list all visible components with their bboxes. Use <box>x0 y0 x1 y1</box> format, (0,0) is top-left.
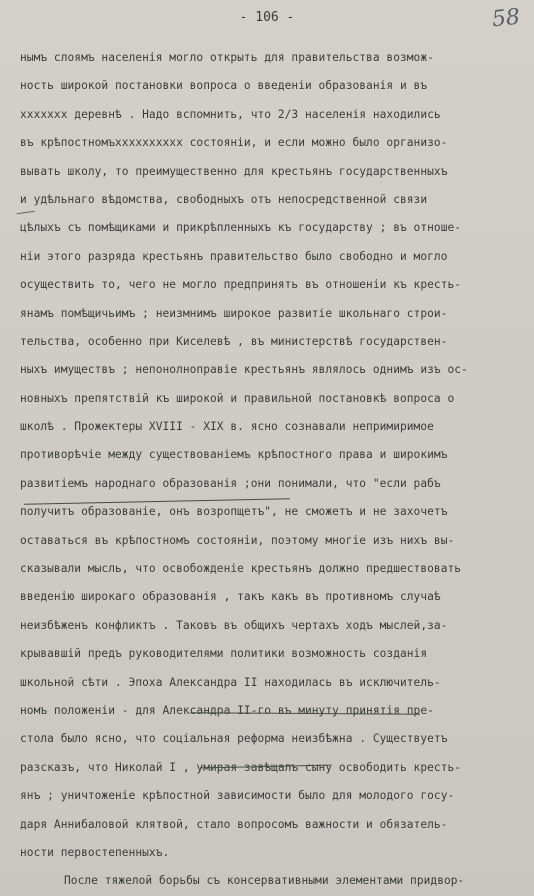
text-line: неизбѣженъ конфликтъ . Таковъ въ общихъ чертахъ ходъ мыслей,за- <box>20 618 448 632</box>
text-line: нымъ слоямъ населенія могло открыть для правительства возмож- <box>20 51 434 64</box>
text-line: вывать школу, то преимущественно для крестьянъ государственныхъ <box>20 164 448 178</box>
text-line: ности первостепенныхъ. <box>20 845 170 859</box>
text-line: ность широкой постановки вопроса о введеніи образованія и въ <box>20 79 428 93</box>
body-text <box>20 44 520 896</box>
text-line: осуществить то, чего не могло предпринять въ отношеніи къ кресть- <box>20 278 462 292</box>
text-line: школьной сѣти . Эпоха Александра II находилась въ исключитель- <box>20 675 441 689</box>
text-line: тельства, особенно при Киселевѣ , въ министерствѣ государствен- <box>20 334 448 348</box>
text-line: номъ положеніи - для Александра II-го въ минуту принятія пре- <box>20 703 434 717</box>
text-line: получитъ образованіе, онъ возропщетъ", не сможетъ и не захочетъ <box>20 505 448 519</box>
text-line: янамъ помѣщичьимъ ; неизмнимъ широкое развитіе школьнаго строи- <box>20 306 448 320</box>
text-line: После тяжелой борьбы съ консервативными элементами придвор- <box>64 874 465 888</box>
text-line: развитіемъ народнаго образованія ;они понимали, что "если рабъ <box>20 476 441 490</box>
text-line: разсказъ, что Николай I , умирая завѣщалъ сыну освободить кресть- <box>20 760 462 774</box>
text-line: оставаться въ крѣпостномъ состояніи, поэтому многіе изъ нихъ вы- <box>20 533 455 547</box>
text-line: введенію широкаго образованія , такъ какъ въ противномъ случаѣ <box>20 590 441 604</box>
page-number: - 106 - <box>239 10 295 25</box>
text-line: янъ ; уничтоженіе крѣпостной зависимости было для молодого госу- <box>20 789 455 803</box>
text-line: ныхъ имуществъ ; непонолноправіе крестьянъ являлось однимъ изъ ос- <box>20 363 468 377</box>
text-line: стола было ясно, что соціальная реформа неизбѣжна . Существуетъ <box>20 732 448 746</box>
text-line: даря Аннибаловой клятвой, стало вопросомъ важности и обязатель- <box>20 817 448 831</box>
text-line: цѣлыхъ съ помѣщиками и прикрѣпленныхъ къ государству ; въ отноше- <box>20 221 462 235</box>
text-line: школѣ . Прожектеры XVIII - XIX в. ясно сознавали непримиримое <box>20 420 434 434</box>
text-line: въ крѣпостномъxxxxxxxxxx состояніи, и если можно было организо- <box>20 136 448 150</box>
text-line: сказывали мысль, что освобожденіе крестьянъ должно предшествовать <box>20 562 462 576</box>
text-line: и удѣльнаго вѣдомства, свободныхъ отъ непосредственной связи <box>20 192 428 206</box>
text-line: новныхъ препятствій къ широкой и правильной постановкѣ вопроса о <box>20 391 455 405</box>
archive-folio-number: 58 <box>490 4 522 33</box>
text-line: противорѣчіе между существованіемъ крѣпостного права и широкимъ <box>20 448 448 462</box>
text-line: ніи этого разряда крестьянъ правительство было свободно и могло <box>20 249 448 263</box>
text-line: xxxxxxx деревнѣ . Надо вспомнить, что 2/3 населенія находились <box>20 107 441 121</box>
text-line: крывавшій предъ руководителями политики возможность созданія <box>20 647 428 661</box>
